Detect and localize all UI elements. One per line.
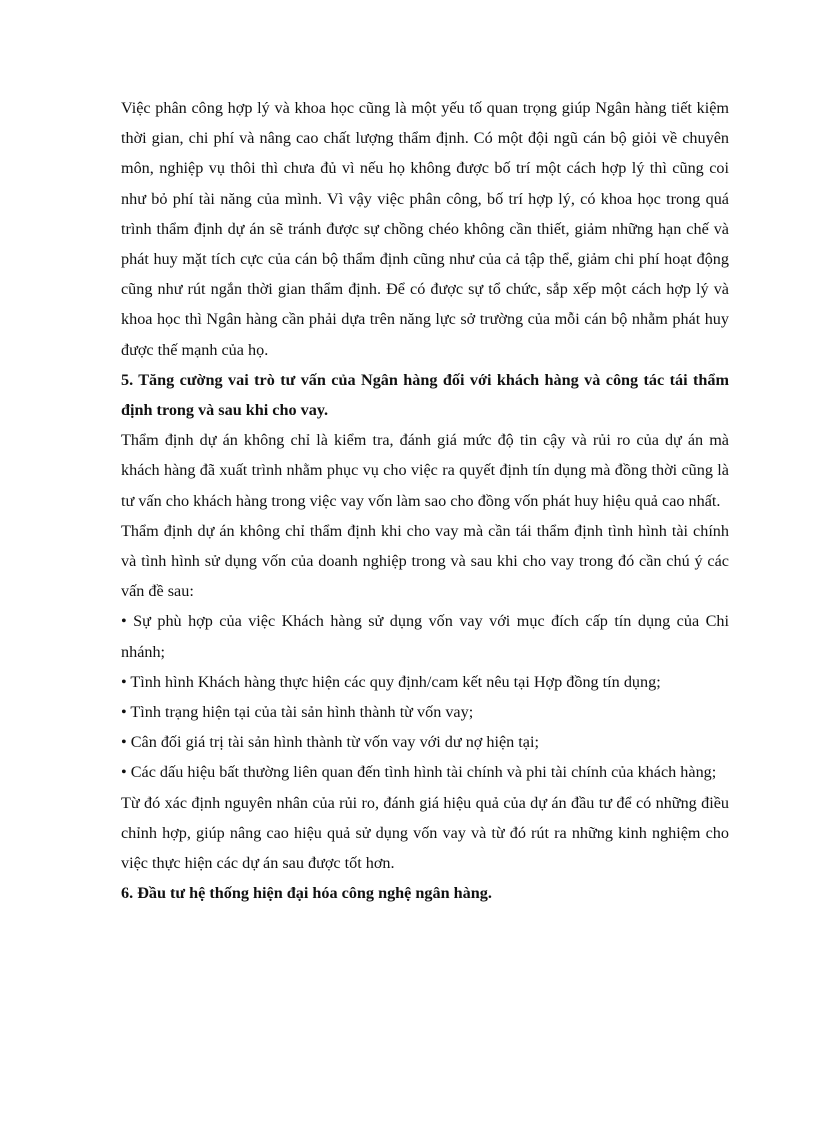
- bullet-list: [121, 606, 729, 787]
- paragraph-appraisal-consulting: Thẩm định dự án không chỉ là kiểm tra, đánh giá mức độ tin cậy và rủi ro của dự án mà khách hàng đã xuất trình nhằm phục vụ cho việc ra quyết định tín dụng mà đồng thời cũng là tư vấn cho khách hàng trong việc vay vốn làm sao cho đồng vốn phát huy hiệu quả cao nhất.: [121, 431, 729, 510]
- section-heading-6: 6. Đầu tư hệ thống hiện đại hóa công nghệ ngân hàng.: [121, 884, 492, 903]
- section-heading-5: 5. Tăng cường vai trò tư vấn của Ngân hàng đối với khách hàng và công tác tái thẩm định trong và sau khi cho vay.: [121, 370, 729, 420]
- paragraph-reappraisal: Thẩm định dự án không chỉ thẩm định khi cho vay mà cần tái thẩm định tình hình tài chính và tình hình sử dụng vốn của doanh nghiệp trong và sau khi cho vay trong đó cần chú ý các vấn đề sau:: [121, 521, 729, 601]
- document-page: [121, 93, 729, 908]
- list-item: • Tình trạng hiện tại của tài sản hình thành từ vốn vay;: [121, 703, 474, 722]
- paragraph-task-assignment: Việc phân công hợp lý và khoa học cũng là một yếu tố quan trọng giúp Ngân hàng tiết kiệm thời gian, chi phí và nâng cao chất lượng thẩm định. Có một đội ngũ cán bộ giỏi về chuyên môn, nghiệp vụ thôi thì chưa đủ vì nếu họ không được bố trí một cách hợp lý thì cũng coi như bỏ phí tài năng của mình. Vì vậy việc phân công, bố trí hợp lý, có khoa học trong quá trình thẩm định dự án sẽ tránh được sự chồng chéo không cần thiết, giảm những hạn chế và phát huy mặt tích cực của cán bộ thẩm định cũng như của cả tập thể, giảm chi phí hoạt động cũng như rút ngắn thời gian thẩm định. Để có được sự tổ chức, sắp xếp một cách hợp lý và khoa học thì Ngân hàng cần phải dựa trên năng lực sở trường của mỗi cán bộ nhằm phát huy được thế mạnh của họ.: [121, 99, 729, 359]
- paragraph-conclusion: Từ đó xác định nguyên nhân của rủi ro, đánh giá hiệu quả của dự án đầu tư để có những điều chỉnh hợp, giúp nâng cao hiệu quả sử dụng vốn vay và từ đó rút ra những kinh nghiệm cho việc thực hiện các dự án sau được tốt hơn.: [121, 793, 729, 873]
- list-item: • Sự phù hợp của việc Khách hàng sử dụng vốn vay với mục đích cấp tín dụng của Chi nhánh;: [121, 612, 729, 661]
- list-item: • Tình hình Khách hàng thực hiện các quy định/cam kết nêu tại Hợp đồng tín dụng;: [121, 672, 661, 691]
- list-item: • Các dấu hiệu bất thường liên quan đến tình hình tài chính và phi tài chính của khách hàng;: [121, 763, 717, 782]
- list-item: • Cân đối giá trị tài sản hình thành từ vốn vay với dư nợ hiện tại;: [121, 733, 539, 752]
